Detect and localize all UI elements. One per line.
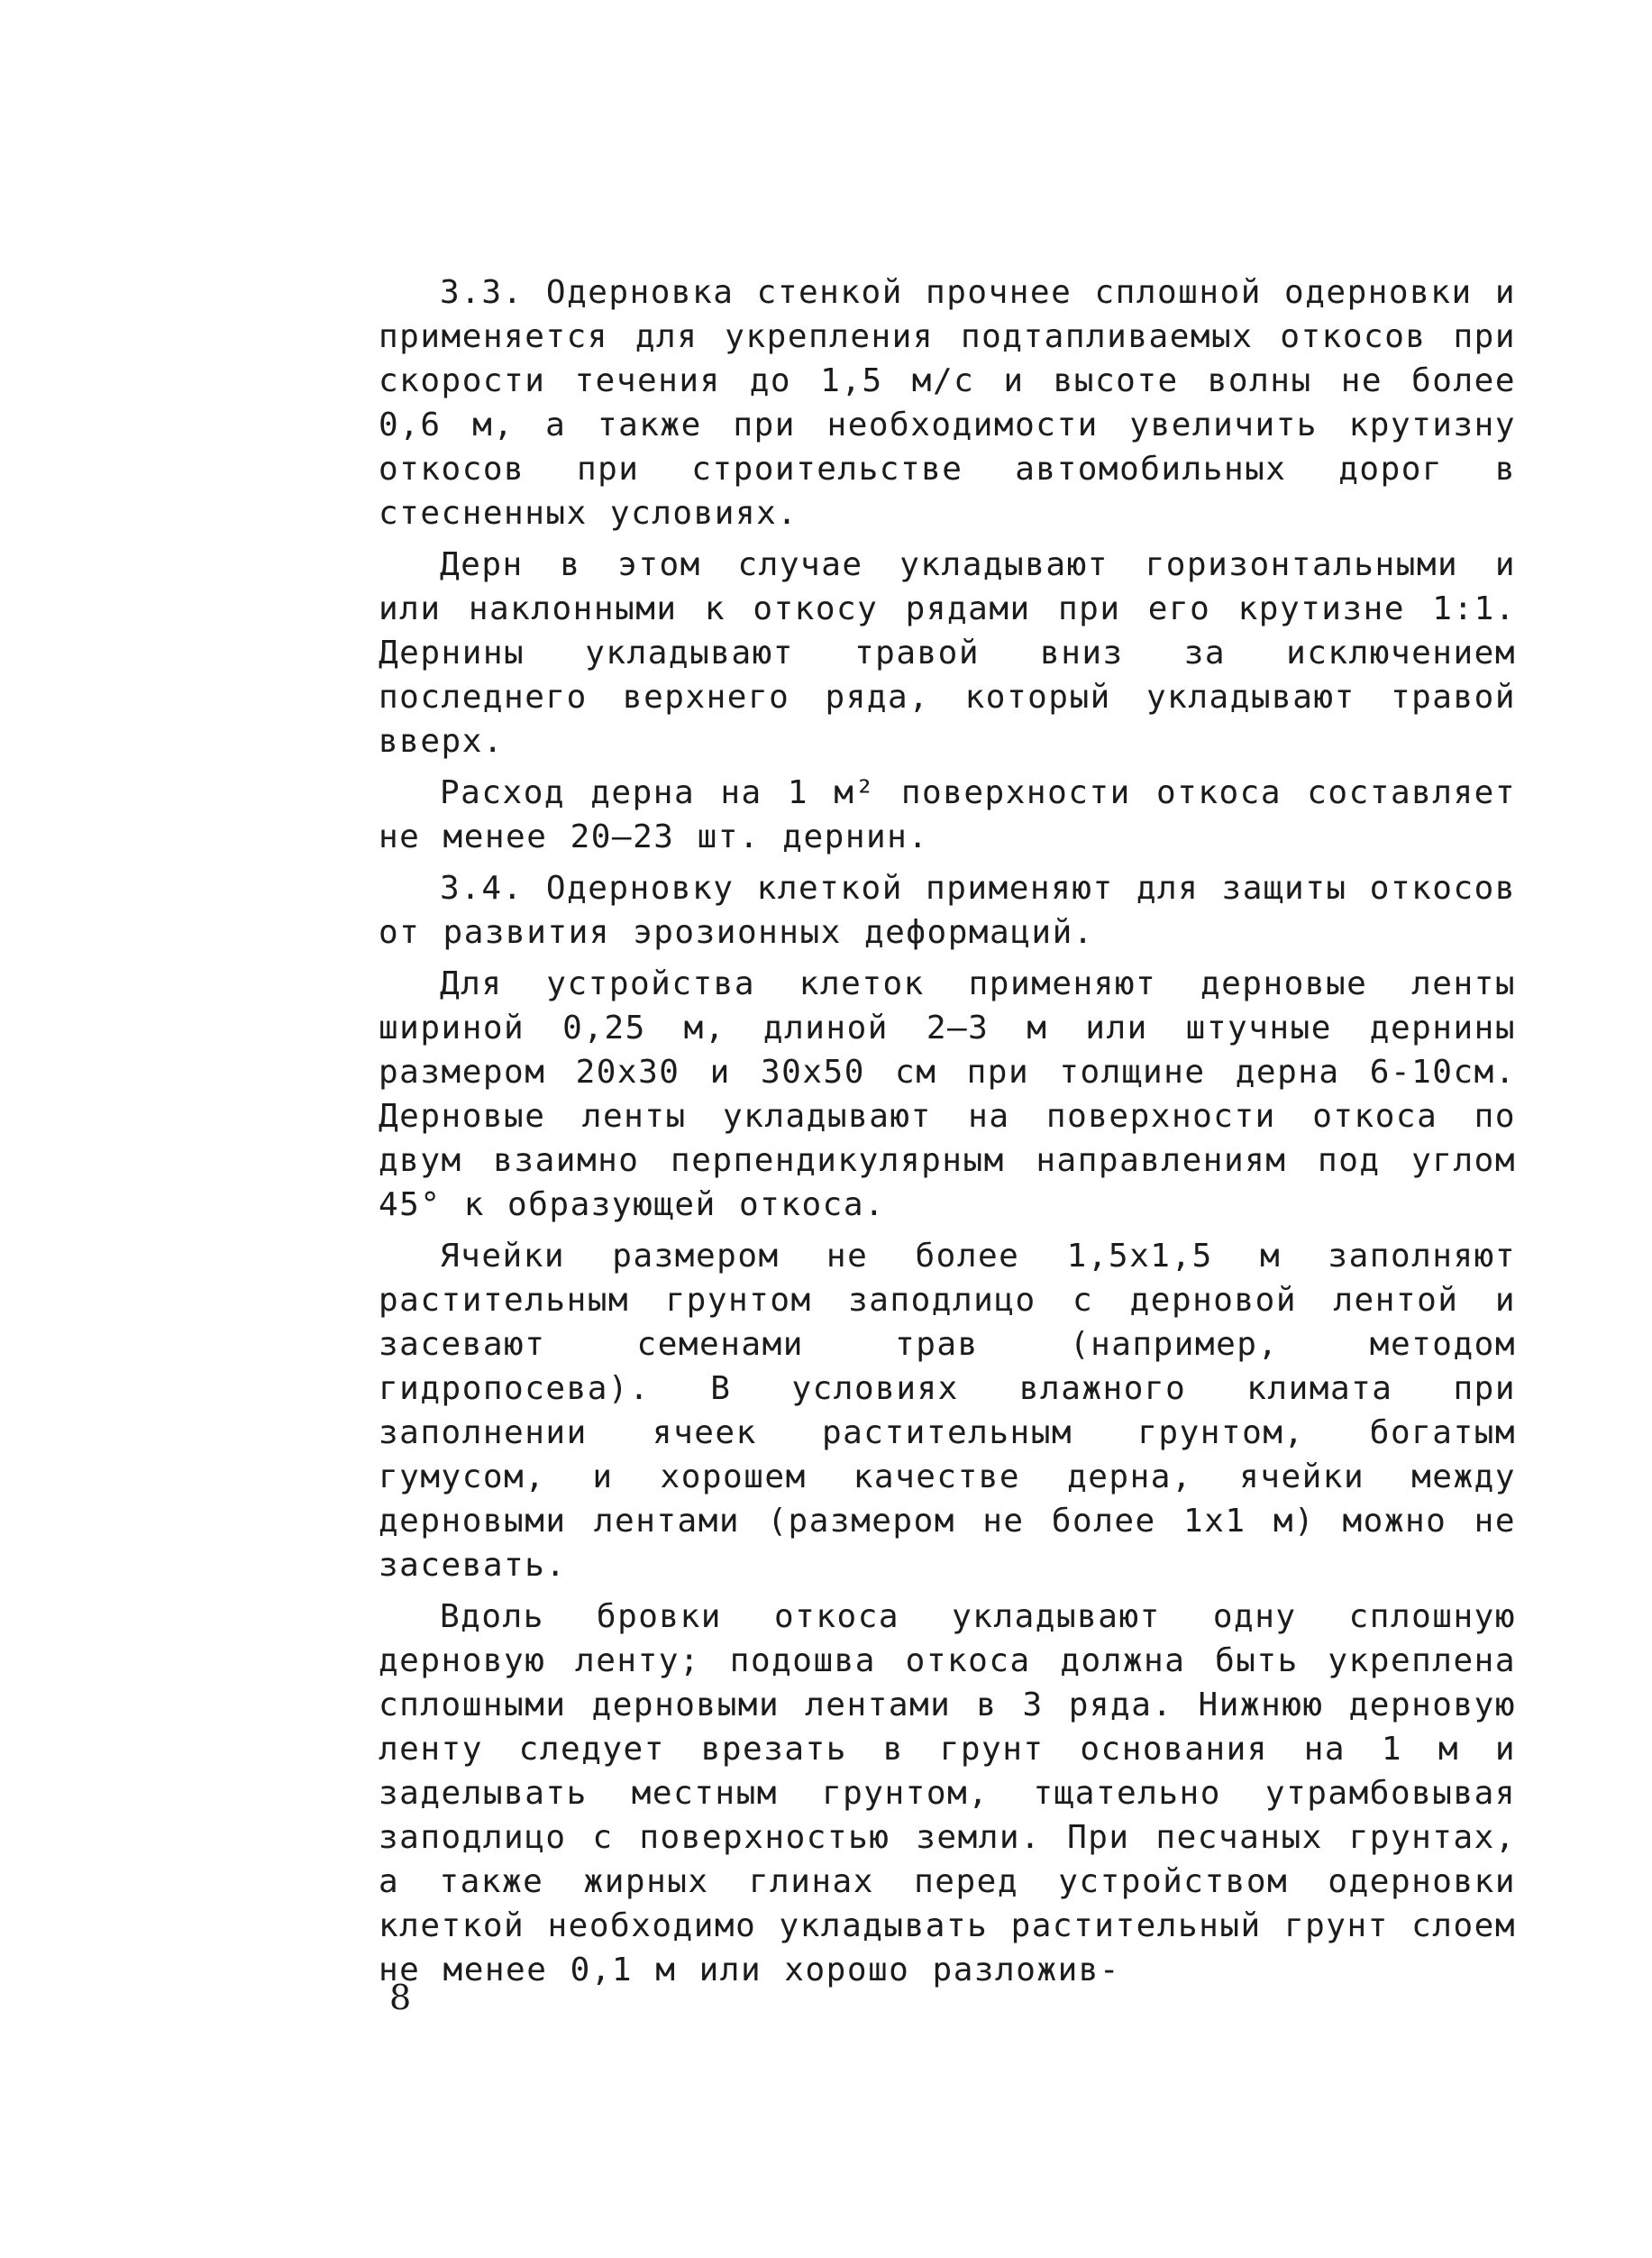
- paragraph-sod-consumption: Расход дерна на 1 м² поверхности откоса составляет не менее 20–23 шт. дернин.: [379, 774, 1516, 855]
- paragraph-cell-construction: Для устройства клеток применяют дерновые ленты шириной 0,25 м, длиной 2–3 м или штучные дернины размером 20х30 и 30х50 см при толщине дерна 6-10см. Дерновые ленты укладывают на поверхности откоса по двум взаимно перпендикулярным направлениям под углом 45° к образующей откоса.: [379, 965, 1516, 1223]
- body-text: [379, 270, 1516, 1999]
- paragraph-3-3: 3.3. Одерновка стенкой прочнее сплошной одерновки и применяется для укрепления подтапливаемых откосов при скорости течения до 1,5 м/с и высоте волны не более 0,6 м, а также при необходимости увеличить крутизну откосов при строительстве автомобильных дорог в стесненных условиях.: [379, 274, 1516, 532]
- paragraph-sod-laying: Дерн в этом случае укладывают горизонтальными и или наклонными к откосу рядами при его крутизне 1:1. Дернины укладывают травой вниз за исключением последнего верхнего ряда, который укладывают травой вверх.: [379, 546, 1516, 760]
- paragraph-3-4: 3.4. Одерновку клеткой применяют для защиты откосов от развития эрозионных деформаций.: [379, 870, 1516, 951]
- paragraph-edge-strip: Вдоль бровки откоса укладывают одну сплошную дерновую ленту; подошва откоса должна быть укреплена сплошными дерновыми лентами в 3 ряда. Нижнюю дерновую ленту следует врезать в грунт основания на 1 м и заделывать местным грунтом, тщательно утрамбовывая заподлицо с поверхностью земли. При песчаных грунтах, а также жирных глинах перед устройством одерновки клеткой необходимо укладывать растительный грунт слоем не менее 0,1 м или хорошо разложив-: [379, 1598, 1516, 1988]
- paragraph-cell-filling: Ячейки размером не более 1,5х1,5 м заполняют растительным грунтом заподлицо с дерновой лентой и засевают семенами трав (например, методом гидропосева). В условиях влажного климата при заполнении ячеек растительным грунтом, богатым гумусом, и хорошем качестве дерна, ячейки между дерновыми лентами (размером не более 1х1 м) можно не засевать.: [379, 1238, 1516, 1584]
- page-number: 8: [389, 1978, 412, 2017]
